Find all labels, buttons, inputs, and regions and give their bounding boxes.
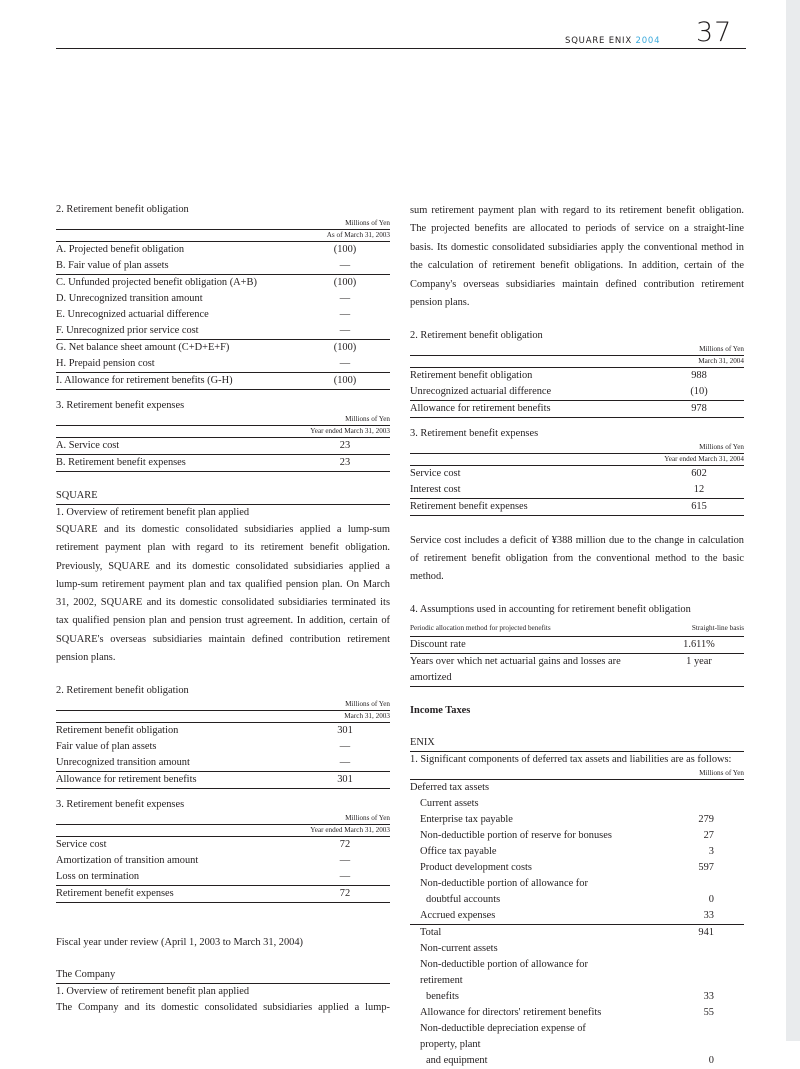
row-label: Deferred tax assets xyxy=(410,782,490,794)
table-row xyxy=(410,620,744,637)
row-label: B. Retirement benefit expenses xyxy=(56,455,300,472)
row-label: Non-current assets xyxy=(420,943,498,955)
page-edge-band xyxy=(786,0,800,1041)
row-value: 301 xyxy=(300,772,390,789)
period-label: Year ended March 31, 2004 xyxy=(410,453,744,466)
row-value xyxy=(624,780,744,796)
page-number: 37 xyxy=(696,17,733,48)
brand-name: SQUARE ENIX xyxy=(565,36,632,46)
row-value: 941 xyxy=(698,927,714,939)
period-label: March 31, 2003 xyxy=(56,710,390,723)
row-label: Fair value of plan assets xyxy=(56,741,157,753)
row-label: Allowance for retirement benefits xyxy=(56,772,300,789)
company-heading: The Company xyxy=(56,967,390,984)
assumptions-table xyxy=(410,620,744,687)
row-value: — xyxy=(339,293,351,304)
row-label: Service cost xyxy=(410,468,461,480)
table-row xyxy=(56,275,390,292)
right-column xyxy=(410,202,744,1069)
square-heading: SQUARE xyxy=(56,488,390,505)
table-row xyxy=(410,908,744,925)
row-label: Enterprise tax payable xyxy=(420,814,513,826)
deferred-tax-subheading: 1. Significant components of deferred tax assets and liabilities are as follows: xyxy=(410,754,732,766)
row-label: G. Net balance sheet amount (C+D+E+F) xyxy=(56,342,230,353)
company-body-continued: sum retirement payment plan with regard to its retirement benefit obligation. The projected benefits are allocated to periods of service on a straight-line basis. Its domestic consolidated subsidiaries apply the conventional method in the calculation of retirement benefit obligations. In addition, certain of the Company's overseas subsidiaries maintain defined contribution retirement pension plans. xyxy=(410,205,744,309)
table-row xyxy=(410,401,744,418)
row-value: 0 xyxy=(708,894,714,906)
row-label: Unrecognized actuarial difference xyxy=(410,384,654,401)
row-label: H. Prepaid pension cost xyxy=(56,356,300,373)
row-label: Accrued expenses xyxy=(410,908,624,925)
table-row xyxy=(56,755,390,772)
row-label: and equipment xyxy=(426,1055,488,1067)
row-label: A. Projected benefit obligation xyxy=(56,244,185,255)
table-row xyxy=(56,723,390,739)
company-expenses-table xyxy=(410,466,744,516)
table-row xyxy=(410,654,744,687)
table-row xyxy=(56,739,390,755)
row-value: — xyxy=(339,309,351,320)
row-label: E. Unrecognized actuarial difference xyxy=(56,309,209,320)
table-row xyxy=(410,1005,744,1021)
row-label: Retirement benefit expenses xyxy=(410,499,654,516)
row-value: 988 xyxy=(691,370,707,382)
table-row xyxy=(410,812,744,828)
row-label: Periodic allocation method for projected benefits xyxy=(410,620,654,637)
retirement-expenses-table xyxy=(56,438,390,472)
row-value: — xyxy=(300,869,390,886)
row-label: D. Unrecognized transition amount xyxy=(56,293,203,304)
table-row xyxy=(56,291,390,307)
row-label: Non-deductible portion of reserve for bonuses xyxy=(420,830,612,842)
fiscal-year-heading: Fiscal year under review (April 1, 2003 to March 31, 2004) xyxy=(56,937,304,949)
table-row xyxy=(410,780,744,796)
row-value: 301 xyxy=(337,725,353,737)
table-row xyxy=(410,844,744,860)
row-label: F. Unrecognized prior service cost xyxy=(56,323,300,340)
row-label: Retirement benefit obligation xyxy=(56,725,179,737)
row-label: Interest cost xyxy=(410,482,654,499)
period-label: Year ended March 31, 2003 xyxy=(56,824,390,837)
row-value: 23 xyxy=(300,455,390,472)
row-value: (100) xyxy=(300,373,390,390)
table-row xyxy=(56,869,390,886)
table-row xyxy=(410,892,744,908)
unit-label: Millions of Yen xyxy=(410,768,744,780)
row-label: Unrecognized transition amount xyxy=(56,755,300,772)
row-value: 27 xyxy=(703,830,714,842)
table-row xyxy=(56,373,390,390)
unit-label: Millions of Yen xyxy=(345,415,390,423)
row-label: C. Unfunded projected benefit obligation (A+B) xyxy=(56,277,257,288)
unit-label: Millions of Yen xyxy=(345,700,390,709)
row-label: Allowance for directors' retirement benefits xyxy=(420,1007,602,1019)
row-value: 615 xyxy=(654,499,744,516)
row-value: 55 xyxy=(703,1007,714,1019)
table-row xyxy=(56,340,390,357)
table-row xyxy=(410,637,744,654)
period-label: As of March 31, 2003 xyxy=(56,229,390,242)
table-row xyxy=(410,482,744,499)
enix-heading: ENIX xyxy=(410,735,744,752)
section-title: 3. Retirement benefit expenses xyxy=(56,799,185,811)
table-row xyxy=(56,242,390,258)
row-label: Years over which net actuarial gains and losses are amortized xyxy=(410,654,654,687)
company-body: The Company and its domestic consolidated subsidiaries applied a lump- xyxy=(56,1002,390,1014)
row-value: 33 xyxy=(624,908,744,925)
row-value: 33 xyxy=(703,991,714,1003)
table-row xyxy=(410,796,744,812)
square-subheading: 1. Overview of retirement benefit plan applied xyxy=(56,507,250,518)
brand-year: 2004 xyxy=(635,36,661,46)
company-obligation-table xyxy=(410,368,744,418)
period-label: March 31, 2004 xyxy=(410,355,744,368)
unit-label: Millions of Yen xyxy=(699,345,744,354)
row-label: Service cost xyxy=(56,839,107,851)
left-column xyxy=(56,202,390,1016)
row-value xyxy=(624,876,744,892)
row-value: (100) xyxy=(333,277,357,288)
row-label: Retirement benefit expenses xyxy=(56,886,300,903)
row-value: 1 year xyxy=(654,654,744,687)
square-body: SQUARE and its domestic consolidated subsidiaries applied a lump-sum retirement payment plan with regard to its retirement benefit obligation. Previously, SQUARE and its domestic consolidated subsidiaries applied a lump-sum retirement payment plan and tax qualified pension plan. On March 31, 2002, SQUARE and its domestic consolidated subsidiaries terminated its tax qualified pension plan and pension trust agreement. In addition, certain of SQUARE's overseas subsidiaries maintain defined contribution retirement pension plans. xyxy=(56,524,390,664)
row-value: 3 xyxy=(708,846,714,858)
deferred-tax-table xyxy=(410,780,744,1069)
row-value: 602 xyxy=(691,468,707,480)
table-row xyxy=(410,466,744,482)
section-title: 4. Assumptions used in accounting for retirement benefit obligation xyxy=(410,604,691,616)
company-subheading: 1. Overview of retirement benefit plan applied xyxy=(56,986,250,998)
table-row xyxy=(410,989,744,1005)
row-value: — xyxy=(300,258,390,275)
row-value xyxy=(624,1021,744,1053)
table-row xyxy=(410,941,744,957)
table-row xyxy=(410,957,744,989)
table-row xyxy=(410,828,744,844)
row-label: I. Allowance for retirement benefits (G-H) xyxy=(56,373,300,390)
row-label: Office tax payable xyxy=(420,846,497,858)
table-row xyxy=(56,886,390,903)
row-value: — xyxy=(300,356,390,373)
page-header xyxy=(0,0,800,50)
row-label: Product development costs xyxy=(420,862,532,874)
row-value: — xyxy=(339,855,351,867)
unit-label: Millions of Yen xyxy=(345,219,390,227)
row-value: 23 xyxy=(300,438,390,455)
table-row xyxy=(56,837,390,853)
service-cost-note: Service cost includes a deficit of ¥388 million due to the change in calculation of retirement benefit obligation from the conventional method to the basic method. xyxy=(410,535,744,583)
table-row xyxy=(410,860,744,876)
unit-label: Millions of Yen xyxy=(699,443,744,452)
row-label: A. Service cost xyxy=(56,438,300,455)
row-value xyxy=(624,957,744,989)
table-row xyxy=(410,499,744,516)
table-row xyxy=(410,1053,744,1069)
row-value: — xyxy=(339,741,351,753)
period-label: Year ended March 31, 2003 xyxy=(56,425,390,438)
table-row xyxy=(56,455,390,472)
section-title: 3. Retirement benefit expenses xyxy=(410,428,539,440)
row-value: — xyxy=(300,755,390,772)
section-title: 2. Retirement benefit obligation xyxy=(56,204,189,215)
table-row xyxy=(56,323,390,340)
row-label: benefits xyxy=(426,991,459,1003)
row-value xyxy=(624,796,744,812)
section-title: 3. Retirement benefit expenses xyxy=(56,400,185,411)
square-expenses-table xyxy=(56,837,390,903)
brand-label xyxy=(565,36,660,46)
row-label: Discount rate xyxy=(410,637,654,654)
row-value: 978 xyxy=(654,401,744,418)
row-label: doubtful accounts xyxy=(426,894,501,906)
row-label: Non-deductible portion of allowance for retirement xyxy=(420,959,588,987)
row-value: 597 xyxy=(698,862,714,874)
row-value: 1.611% xyxy=(654,637,744,654)
square-obligation-table xyxy=(56,723,390,789)
row-value: — xyxy=(300,323,390,340)
row-label: Total xyxy=(420,927,442,939)
row-value: (100) xyxy=(333,244,357,255)
section-title: 2. Retirement benefit obligation xyxy=(410,330,543,342)
row-value: (100) xyxy=(333,342,357,353)
row-label: Current assets xyxy=(420,798,479,810)
section-title: 2. Retirement benefit obligation xyxy=(56,685,189,697)
row-value xyxy=(624,941,744,957)
row-value: 279 xyxy=(698,814,714,826)
table-row xyxy=(56,853,390,869)
table-row xyxy=(56,772,390,789)
row-value: (10) xyxy=(654,384,744,401)
row-label: B. Fair value of plan assets xyxy=(56,258,300,275)
table-row xyxy=(56,258,390,275)
table-row xyxy=(56,438,390,455)
row-value: 0 xyxy=(708,1055,714,1067)
row-label: Non-deductible depreciation expense of property, plant xyxy=(420,1023,586,1051)
row-label: Allowance for retirement benefits xyxy=(410,401,654,418)
row-label: Retirement benefit obligation xyxy=(410,370,533,382)
row-value: 12 xyxy=(654,482,744,499)
table-row xyxy=(410,876,744,892)
table-row xyxy=(56,356,390,373)
table-row xyxy=(410,368,744,384)
income-taxes-heading: Income Taxes xyxy=(410,705,471,717)
table-row xyxy=(56,307,390,323)
row-label: Amortization of transition amount xyxy=(56,855,199,867)
row-label: Loss on termination xyxy=(56,869,300,886)
table-row xyxy=(410,1021,744,1053)
row-value: 72 xyxy=(339,839,351,851)
row-label: Non-deductible portion of allowance for xyxy=(420,878,588,890)
retirement-obligation-table xyxy=(56,242,390,390)
row-value: 72 xyxy=(300,886,390,903)
table-row xyxy=(410,925,744,942)
unit-label: Millions of Yen xyxy=(345,814,390,823)
table-row xyxy=(410,384,744,401)
row-value: Straight-line basis xyxy=(654,620,744,637)
header-rule xyxy=(56,48,746,49)
